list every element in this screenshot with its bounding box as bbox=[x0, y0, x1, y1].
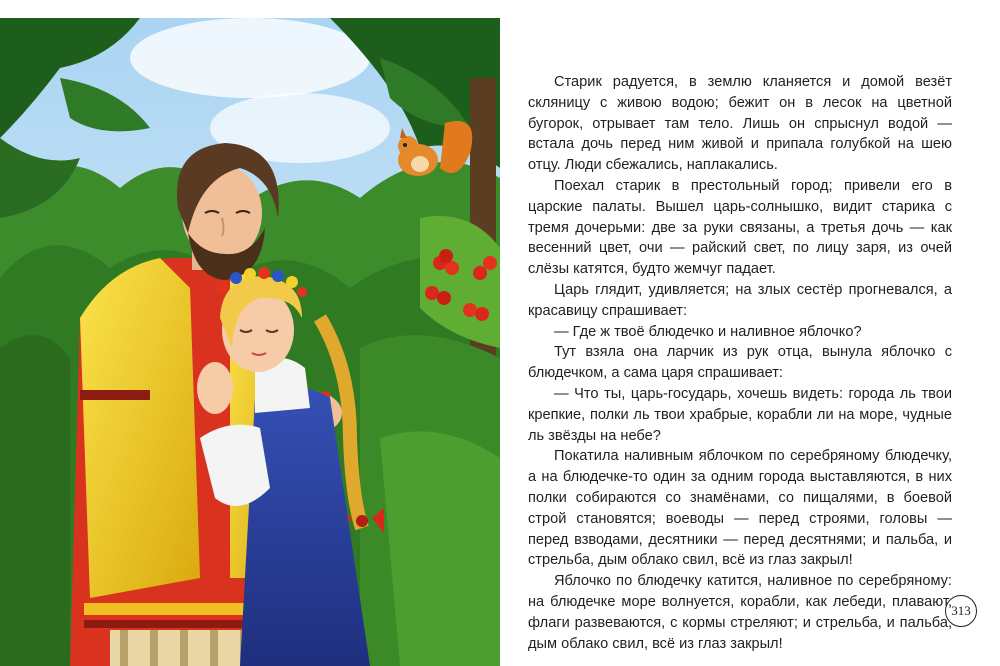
story-illustration bbox=[0, 18, 500, 666]
paragraph: Тут взяла она ларчик из рук отца, вынула яблочко с блюдечком, а сама царя спрашивает: bbox=[528, 344, 952, 382]
paragraph: Поехал старик в престольный город; привели его в царские палаты. Вышел царь-солнышко, видит старика с тремя дочерьми: две за руки связаны, а третья дочь — как весенний цвет, очи — райский свет, по лицу заря, из очей слёзы катятся, будто жемчуг падает. bbox=[528, 177, 952, 278]
bushes-left bbox=[0, 335, 70, 666]
illustration-art bbox=[0, 18, 500, 666]
paragraph: — Что ты, царь-государь, хочешь видеть: города ль твои крепкие, полки ль твои храбрые, корабли ли на море, чудные ль звёзды на небе? bbox=[528, 385, 952, 444]
father-vest bbox=[80, 258, 200, 598]
cloud bbox=[130, 18, 370, 98]
daughter-hands bbox=[197, 362, 233, 414]
story-text bbox=[528, 72, 952, 654]
page-number bbox=[945, 595, 977, 627]
embroidery-band bbox=[80, 390, 150, 400]
paragraph: Царь глядит, удивляется; на злых сестёр прогневался, а красавицу спрашивает: bbox=[528, 281, 952, 319]
fern-right bbox=[380, 431, 500, 666]
paragraph: Яблочко по блюдечку катится, наливное по серебряному: на блюдечке море волнуется, корабли, как лебеди, плавают, флаги развеваются, с кормы стреляют; и стрельба, и пальба, дым облако свил, всё из глаз закрыл! bbox=[528, 573, 952, 652]
page-number-label: 313 bbox=[951, 603, 971, 618]
paragraph: Старик радуется, в землю кланяется и домой везёт скляницу с живою водою; бежит он в лесок на цветной бугорок, отрывает там тело. Лишь он спрыснул водой — встала дочь перед ним живой и припала голубкой на шею отцу. Люди сбежались, наплакались. bbox=[528, 74, 952, 174]
paragraph: — Где ж твоё блюдечко и наливное яблочко? bbox=[554, 323, 862, 340]
paragraph: Покатила наливным яблочком по серебряному блюдечку, а на блюдечке-то один за одним города выставляются, в них полки собираются со знамёнами, со пищалями, в боевой строй становятся; воеводы — перед строями, головы — перед взводами, десятники — перед десятнями; и пальба, и стрельба, дым облако свил, всё из глаз закрыл! bbox=[528, 448, 952, 569]
